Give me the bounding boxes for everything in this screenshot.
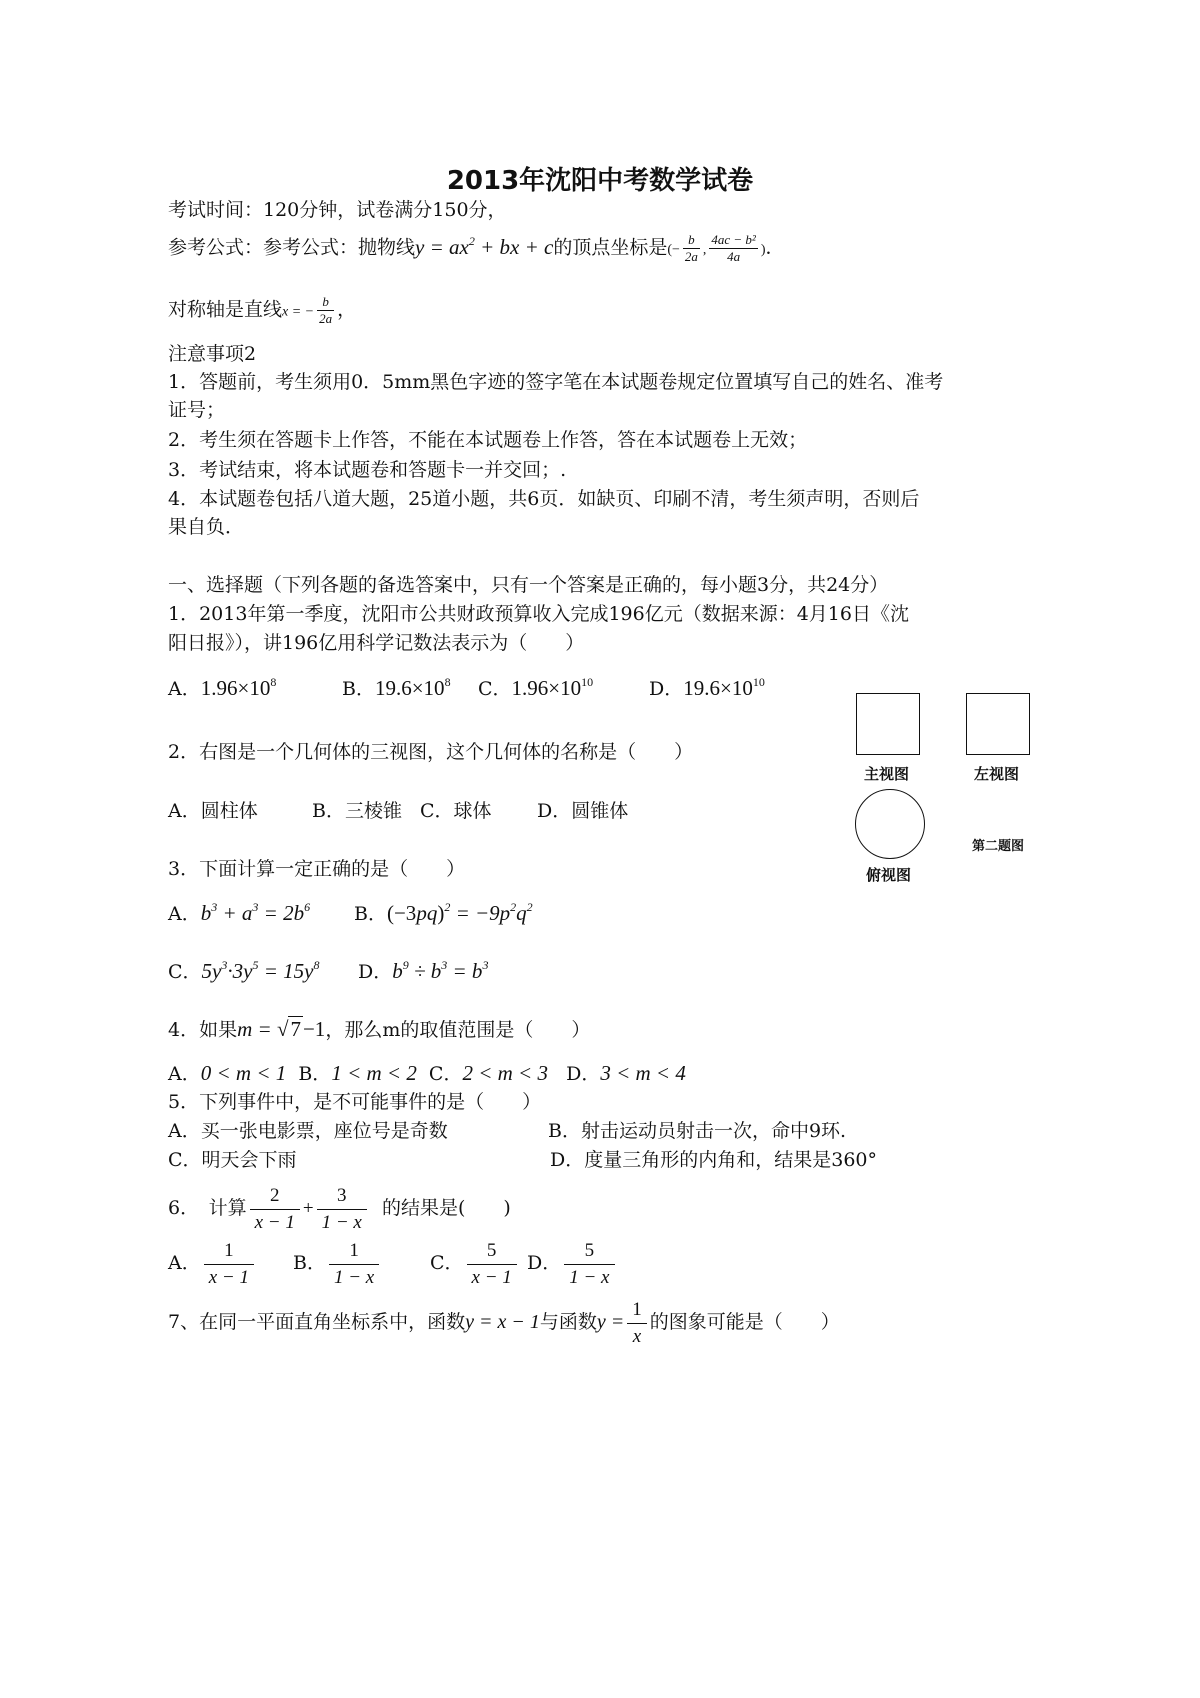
figure-caption: 第二题图: [972, 839, 1025, 854]
formula-line: 参考公式：参考公式：抛物线$y = ax^2$ + bx + c的顶点坐标是(− $\frac{b}{2a}$ , $\frac{\text{4ac − b²}}{4a}$ )．: [168, 232, 785, 264]
q1-option-a: A．$1.96\times 10^8$: [168, 675, 277, 700]
q5-stem: 5．下列事件中，是不可能事件的是（ ）: [168, 1091, 542, 1113]
q1-stem-line1: 1．2013年第一季度，沈阳市公共财政预算收入完成196亿元（数据来源：4月16日《沈: [168, 603, 909, 625]
page-title: 2013年沈阳中考数学试卷: [446, 166, 754, 196]
note-item: 2．考生须在答题卡上作答，不能在本试题卷上作答，答在本试题卷上无效；: [168, 429, 808, 451]
q3-stem: 3．下面计算一定正确的是（ ）: [168, 858, 466, 880]
q6-option-c: C． $\frac{5}{x - 1}$: [430, 1235, 520, 1291]
q3-option-b: B．$(-3pq)^2 = -9p^2q^2$: [354, 900, 533, 925]
formula-prefix: 参考公式：参考公式：抛物线: [168, 236, 416, 259]
q1-option-d: D．$19.6\times 10^{10}$: [649, 675, 765, 700]
q5-option-a: A．买一张电影票，座位号是奇数: [168, 1120, 448, 1142]
note-item: 证号；: [168, 399, 226, 421]
q4-options: A．0 < m < 1 B．1 < m < 2 C．2 < m < 3 D．3 < m < 4: [168, 1061, 686, 1085]
exam-info: 考试时间：120分钟，试卷满分150分，: [168, 199, 507, 221]
q2-option-a: A．圆柱体: [168, 800, 258, 822]
vertex-y-fraction: $\frac{\text{4ac − b²}}{4a}$: [711, 232, 756, 264]
q6-option-a: A． $\frac{1}{x - 1}$: [168, 1235, 257, 1291]
parabola-formula: $y = ax^2$ + bx + c: [415, 233, 554, 259]
section-heading: 一、选择题（下列各题的备选答案中，只有一个答案是正确的，每小题3分，共24分）: [168, 574, 889, 596]
q7-fraction: $\frac{1}{x}$: [627, 1297, 647, 1350]
vertex-x-fraction: $\frac{b}{2a}$: [684, 232, 698, 264]
q6-option-d: D． $\frac{5}{1 - x}$: [527, 1235, 618, 1291]
axis-fraction: $\frac{b}{2a}$: [319, 294, 333, 326]
note-item: 果自负．: [168, 516, 245, 538]
q3-option-a: A．$b^3 + a^3 = 2b^6$: [168, 900, 311, 925]
front-view-square: [856, 693, 920, 755]
q6-fraction-1: $\frac{2}{x - 1}$: [250, 1183, 300, 1236]
q3-option-d: D．$b^9 \div b^3 = b^3$: [358, 958, 489, 983]
notes-heading: 注意事项2: [168, 343, 257, 365]
q7-stem: 7、在同一平面直角坐标系中，函数y = x − 1与函数y = $\frac{1}{x}$ 的图象可能是（ ）: [168, 1294, 840, 1350]
q1-stem-line2: 阳日报》），讲196亿用科学记数法表示为（ ）: [168, 632, 585, 654]
q6-stem: 6． 计算 $\frac{2}{x - 1}$ + $\frac{3}{1 - x}$ 的结果是( ): [168, 1180, 511, 1237]
axis-prefix: 对称轴是直线: [168, 298, 283, 321]
q5-option-c: C．明天会下雨: [168, 1149, 297, 1171]
note-item: 4．本试题卷包括八道大题，25道小题，共6页．如缺页、印刷不清，考生须声明，否则后: [168, 488, 920, 510]
front-view-label: 主视图: [864, 765, 910, 783]
note-item: 1．答题前，考生须用0．5mm黑色字迹的签字笔在本试题卷规定位置填写自己的姓名、准考: [168, 371, 944, 393]
top-view-label: 俯视图: [866, 866, 912, 884]
q2-stem: 2．右图是一个几何体的三视图，这个几何体的名称是（ ）: [168, 741, 694, 763]
q1-option-b: B．$19.6\times 10^8$: [342, 675, 451, 700]
vertex-text: 的顶点坐标是: [553, 236, 668, 259]
top-view-circle: [855, 789, 925, 859]
q4-stem: 4．如果m = √7−1，那么m的取值范围是（ ）: [168, 1017, 591, 1041]
q6-option-b: B． $\frac{1}{1 - x}$: [293, 1235, 382, 1291]
q2-option-b: B．三棱锥: [312, 800, 402, 822]
note-item: 3．考试结束，将本试题卷和答题卡一并交回；.: [168, 459, 567, 481]
q1-option-c: C．$1.96\times 10^{10}$: [478, 675, 594, 700]
q5-option-b: B．射击运动员射击一次，命中9环.: [548, 1120, 847, 1142]
q6-fraction-2: $\frac{3}{1 - x}$: [317, 1183, 367, 1236]
q2-option-c: C．球体: [420, 800, 492, 822]
q2-option-d: D．圆锥体: [537, 800, 629, 822]
q5-option-d: D．度量三角形的内角和，结果是360°: [550, 1149, 877, 1171]
axis-line: 对称轴是直线x = − $\frac{b}{2a}$ ，: [168, 294, 357, 326]
q3-option-c: C．$5y^3\cdot 3y^5 = 15y^8$: [168, 958, 320, 983]
left-view-label: 左视图: [974, 765, 1020, 783]
left-view-square: [966, 693, 1030, 755]
